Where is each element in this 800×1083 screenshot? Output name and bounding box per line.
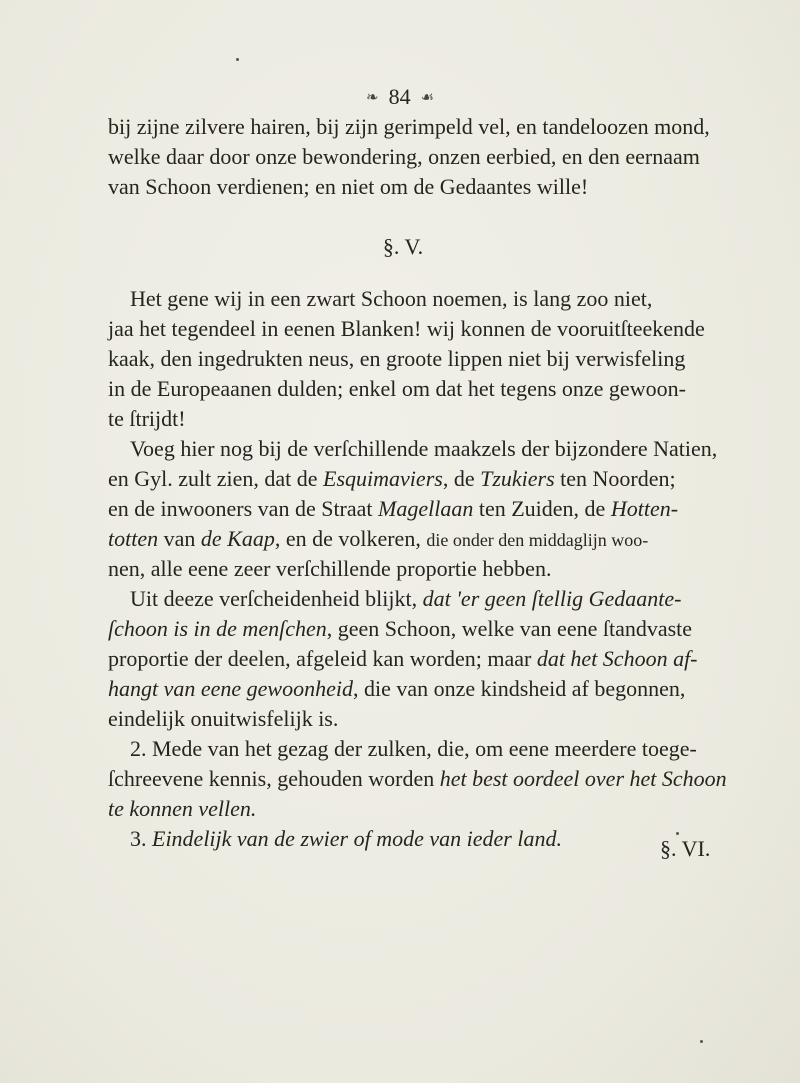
text-line: 3. Eindelijk van de zwier of mode van ieder land. [130, 826, 562, 851]
text-line: in de Europeaanen dulden; enkel om dat het tegens onze gewoon- [108, 376, 686, 401]
left-ornament-icon: ❧ [365, 88, 379, 106]
page-header [0, 82, 800, 112]
text-line: 2. Mede van het gezag der zulken, die, om eene meerdere toege- [130, 736, 697, 761]
text-line: jaa het tegendeel in eenen Blanken! wij konnen de vooruitſteekende [108, 316, 705, 341]
text-line: ſchreevene kennis, gehouden worden het best oordeel over het Schoon [108, 766, 727, 791]
ink-speck [700, 1040, 703, 1043]
body-text [108, 112, 727, 854]
catchword: §. VI. [660, 836, 711, 861]
text-line: van Schoon verdienen; en niet om de Gedaantes wille! [108, 174, 589, 199]
text-line: en de inwooners van de Straat Magellaan ten Zuiden, de Hotten- [108, 496, 679, 521]
text-line: totten van de Kaap, en de volkeren, die onder den middaglijn woo- [108, 526, 649, 551]
text-line: proportie der deelen, afgeleid kan worden; maar dat het Schoon af- [108, 646, 698, 671]
text-line: en Gyl. zult zien, dat de Esquimaviers, de Tzukiers ten Noorden; [108, 466, 676, 491]
text-line: Uit deeze verſcheidenheid blijkt, dat 'er geen ſtellig Gedaante- [130, 586, 682, 611]
text-line: eindelijk onuitwisfelijk is. [108, 706, 339, 731]
text-line: te konnen vellen. [108, 796, 257, 821]
page-number: 84 [388, 84, 411, 109]
text-line: welke daar door onze bewondering, onzen eerbied, en den eernaam [108, 144, 700, 169]
section-heading: §. V. [382, 234, 424, 259]
text-line: ſchoon is in de menſchen, geen Schoon, welke van eene ſtandvaste [108, 616, 693, 641]
text-line: kaak, den ingedrukten neus, en groote lippen niet bij verwisfeling [108, 346, 686, 371]
right-ornament-icon: ☙ [420, 88, 435, 106]
ink-speck [676, 832, 679, 835]
text-line: Voeg hier nog bij de verſchillende maakzels der bijzondere Natien, [130, 436, 718, 461]
text-line: hangt van eene gewoonheid, die van onze kindsheid af begonnen, [108, 676, 686, 701]
text-line: bij zijne zilvere hairen, bij zijn gerimpeld vel, en tandeloozen mond, [108, 114, 710, 139]
text-line: nen, alle eene zeer verſchillende proportie hebben. [108, 556, 552, 581]
text-line: Het gene wij in een zwart Schoon noemen, is lang zoo niet, [130, 286, 653, 311]
text-line: te ſtrijdt! [108, 406, 186, 431]
ink-speck [236, 58, 239, 61]
